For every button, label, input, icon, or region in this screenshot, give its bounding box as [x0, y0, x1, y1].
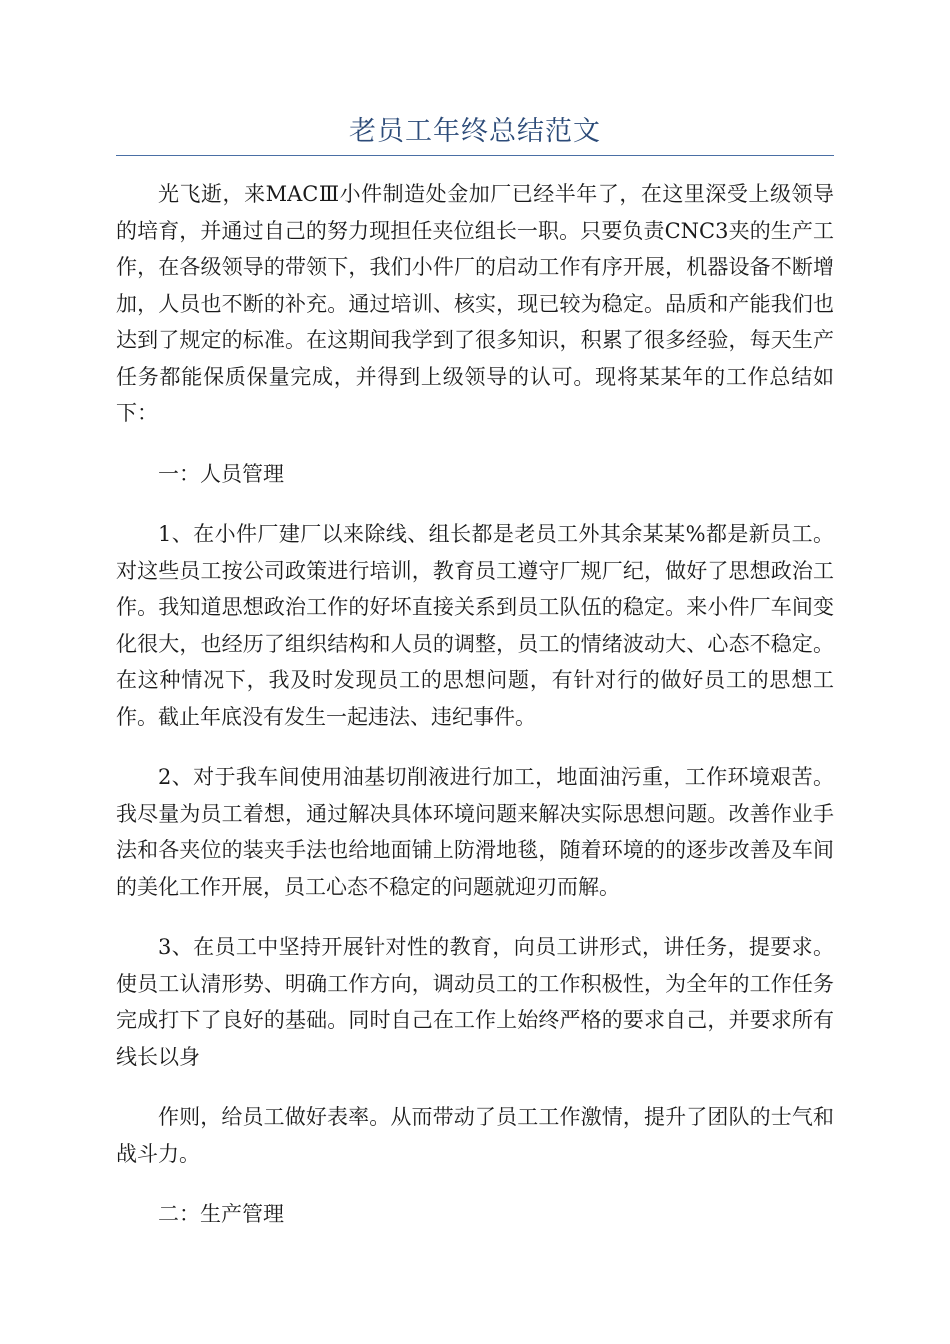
paragraph-item-1: 1、在小件厂建厂以来除线、组长都是老员工外其余某某%都是新员工。对这些员工按公司政策进行培训，教育员工遵守厂规厂纪，做好了思想政治工作。我知道思想政治工作的好坏直接关系到员工队伍的稳定。来小件厂车间变化很大，也经历了组织结构和人员的调整，员工的情绪波动大、心态不稳定。在这种情况下，我及时发现员工的思想问题，有针对行的做好员工的思想工作。截止年底没有发生一起违法、违纪事件。: [116, 522, 834, 729]
paragraph-item-3-continued: 作则，给员工做好表率。从而带动了员工工作激情，提升了团队的士气和战斗力。: [116, 1105, 834, 1166]
paragraph-item-3: 3、在员工中坚持开展针对性的教育，向员工讲形式，讲任务，提要求。使员工认清形势、明确工作方向，调动员工的工作积极性，为全年的工作任务完成打下了良好的基础。同时自己在工作上始终严格的要求自己，并要求所有线长以身: [116, 935, 834, 1069]
paragraph-intro: 光飞逝，来MACⅢ小件制造处金加厂已经半年了，在这里深受上级领导的培育，并通过自己的努力现担任夹位组长一职。只要负责CNC3夹的生产工作，在各级领导的带领下，我们小件厂的启动工作有序开展，机器设备不断增加，人员也不断的补充。通过培训、核实，现已较为稳定。品质和产能我们也达到了规定的标准。在这期间我学到了很多知识，积累了很多经验，每天生产任务都能保质保量完成，并得到上级领导的认可。现将某某年的工作总结如下：: [116, 182, 834, 425]
section-heading-production: 二：生产管理: [158, 1202, 284, 1226]
document-title: 老员工年终总结范文: [349, 116, 601, 147]
paragraph-item-2: 2、对于我车间使用油基切削液进行加工，地面油污重，工作环境艰苦。我尽量为员工着想，通过解决具体环境问题来解决实际思想问题。改善作业手法和各夹位的装夹手法也给地面铺上防滑地毯，随着环境的的逐步改善及车间的美化工作开展，员工心态不稳定的问题就迎刃而解。: [116, 765, 834, 899]
document-body: [116, 176, 834, 1233]
title-underline: [116, 155, 834, 156]
section-heading-personnel: 一：人员管理: [158, 461, 284, 486]
